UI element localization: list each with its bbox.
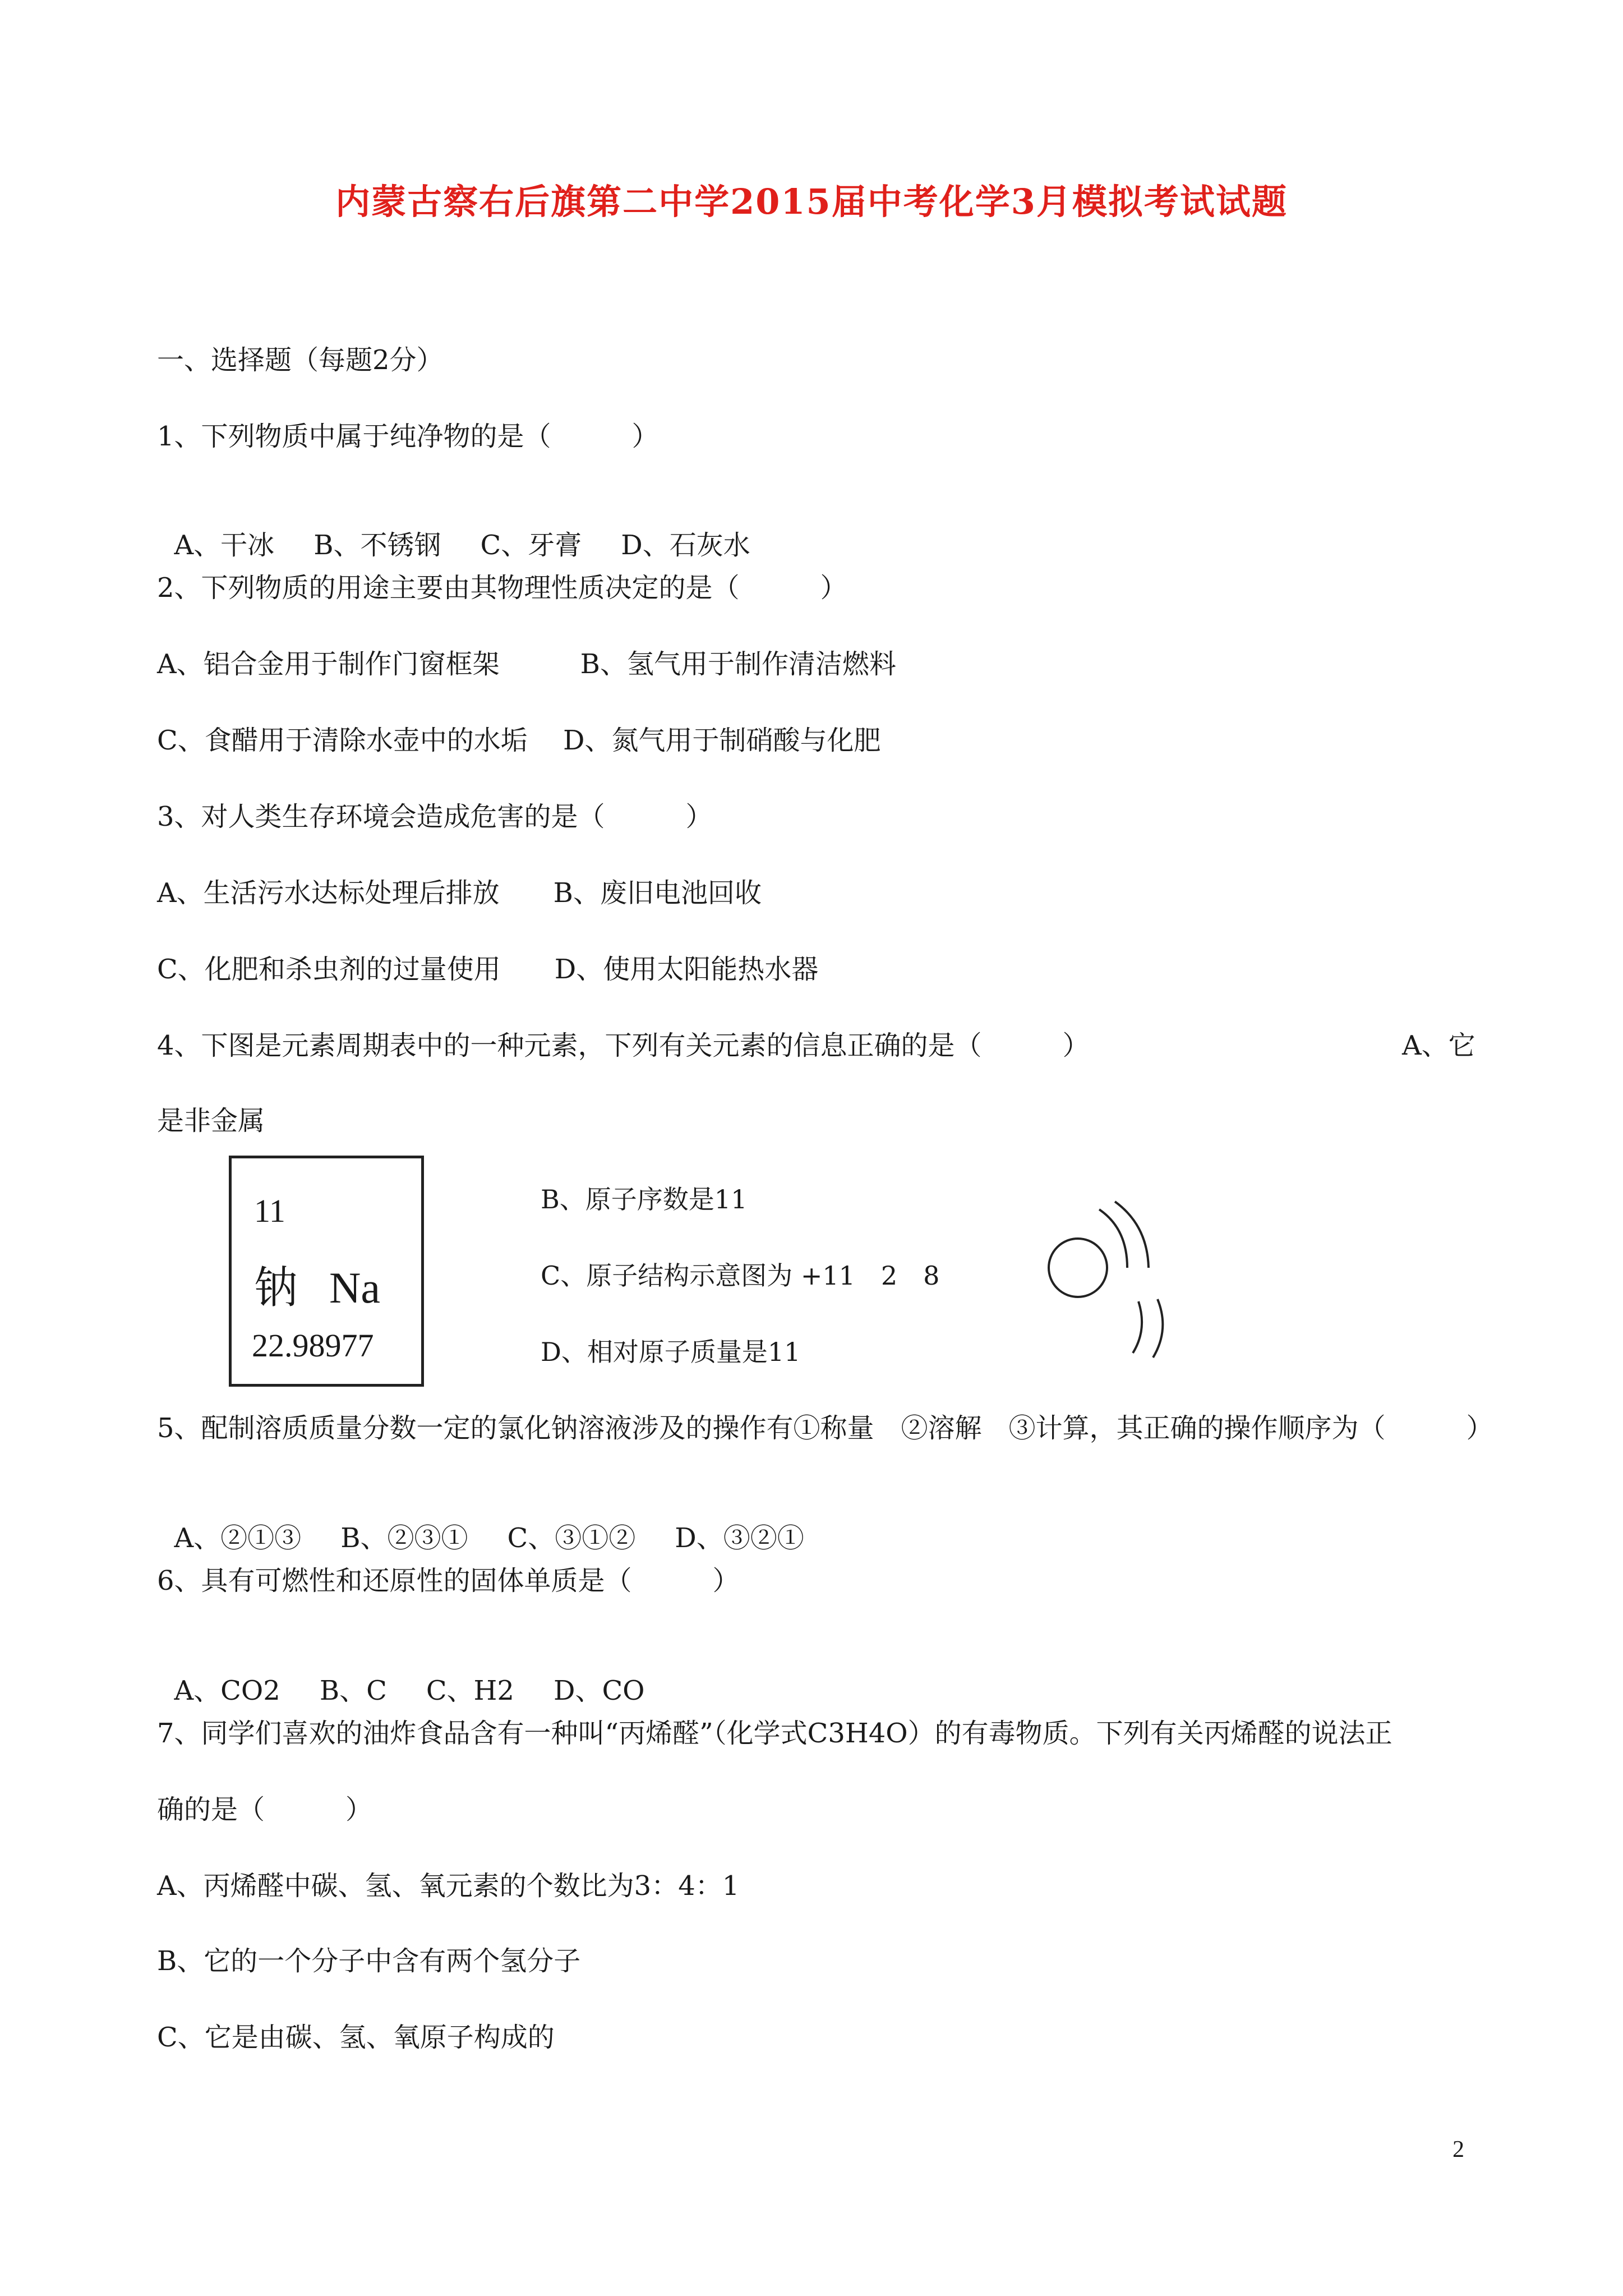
q6-options xyxy=(157,1640,645,1708)
q6-option-c: C、H2 xyxy=(426,1675,514,1706)
q4-stem: 4、下图是元素周期表中的一种元素，下列有关元素的信息正确的是（ ） xyxy=(157,1030,1090,1061)
q1-options xyxy=(157,495,750,562)
q2-options-line1: A、铝合金用于制作门窗框架 B、氢气用于制作清洁燃料 xyxy=(157,648,896,680)
q4-option-a-start: A、它 xyxy=(1402,1030,1476,1061)
q3-options-line1: A、生活污水达标处理后排放 B、废旧电池回收 xyxy=(157,877,762,909)
q5-option-a: A、②①③ xyxy=(174,1522,302,1554)
electron-shell-arc xyxy=(1153,1299,1163,1358)
q5-option-d: D、③②① xyxy=(675,1522,804,1554)
q1-option-b: B、不锈钢 xyxy=(313,530,441,561)
electron-shell-arc xyxy=(1133,1301,1142,1353)
q3-stem: 3、对人类生存环境会造成危害的是（ ） xyxy=(157,801,713,832)
page-title: 内蒙古察右后旗第二中学2015届中考化学3月模拟考试试题 xyxy=(335,181,1288,222)
q6-stem: 6、具有可燃性和还原性的固体单质是（ ） xyxy=(157,1565,740,1596)
q7-option-b: B、它的一个分子中含有两个氢分子 xyxy=(157,1945,581,1977)
q6-option-b: B、C xyxy=(319,1675,387,1706)
electron-shell-arc xyxy=(1099,1209,1127,1268)
q4-option-b: B、原子序数是11 xyxy=(541,1184,748,1214)
nucleus-circle xyxy=(1049,1239,1107,1297)
q2-options-line2: C、食醋用于清除水壶中的水垢 D、氮气用于制硝酸与化肥 xyxy=(157,725,881,756)
q6-option-a: A、CO2 xyxy=(174,1675,280,1706)
q1-option-c: C、牙膏 xyxy=(480,530,582,561)
element-name: 钠 xyxy=(254,1263,298,1312)
page-number: 2 xyxy=(1453,2137,1464,2162)
q2-stem: 2、下列物质的用途主要由其物理性质决定的是（ ） xyxy=(157,572,847,604)
q4-option-a-end: 是非金属 xyxy=(157,1105,265,1137)
q7-stem-line1: 7、同学们喜欢的油炸食品含有一种叫“丙烯醛”（化学式C3H4O）的有毒物质。下列有关丙烯醛的说法正 xyxy=(157,1718,1393,1749)
section-heading: 一、选择题（每题2分） xyxy=(157,344,444,376)
atom-structure-diagram xyxy=(1043,1189,1189,1369)
q5-option-c: C、③①② xyxy=(507,1522,636,1554)
q5-stem: 5、配制溶质质量分数一定的氯化钠溶液涉及的操作有①称量 ②溶解 ③计算，其正确的操作顺序为（ ） xyxy=(157,1412,1493,1444)
element-name-row xyxy=(254,1253,380,1315)
q4-option-d: D、相对原子质量是11 xyxy=(541,1337,801,1367)
element-symbol: Na xyxy=(329,1263,380,1312)
q7-option-c: C、它是由碳、氢、氧原子构成的 xyxy=(157,2022,555,2053)
element-mass: 22.98977 xyxy=(252,1327,374,1364)
q7-option-a: A、丙烯醛中碳、氢、氧元素的个数比为3：4：1 xyxy=(157,1870,740,1902)
q1-stem: 1、下列物质中属于纯净物的是（ ） xyxy=(157,421,659,452)
element-card xyxy=(229,1156,424,1387)
q3-options-line2: C、化肥和杀虫剂的过量使用 D、使用太阳能热水器 xyxy=(157,954,819,985)
q1-option-d: D、石灰水 xyxy=(621,530,750,561)
q6-option-d: D、CO xyxy=(553,1675,645,1706)
q5-option-b: B、②③① xyxy=(340,1522,468,1554)
element-atomic-number: 11 xyxy=(254,1193,285,1229)
q1-option-a: A、干冰 xyxy=(174,530,275,561)
q4-option-c: C、原子结构示意图为 +11 2 8 xyxy=(541,1260,940,1291)
q7-stem-line2: 确的是（ ） xyxy=(157,1794,373,1825)
q5-options xyxy=(157,1488,804,1555)
